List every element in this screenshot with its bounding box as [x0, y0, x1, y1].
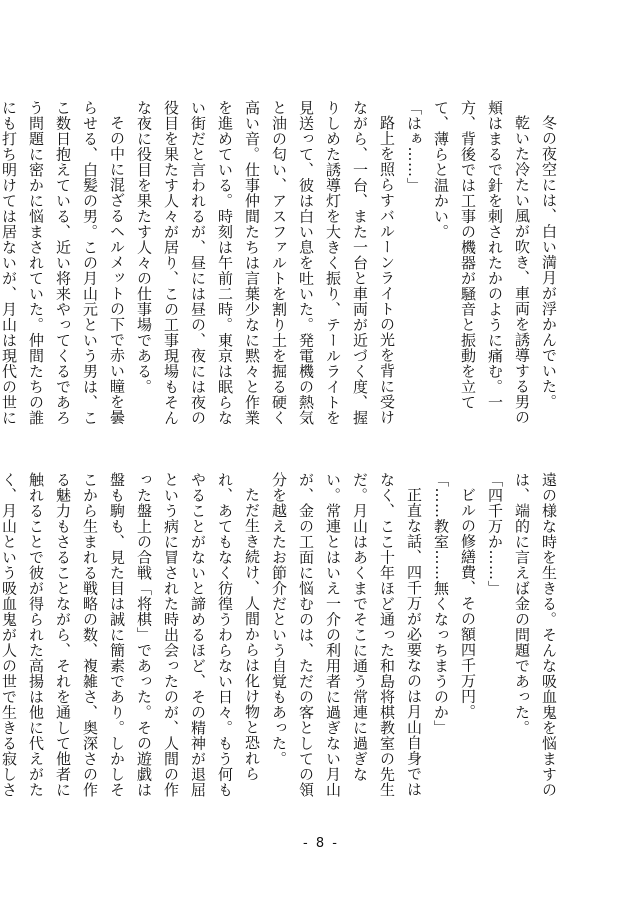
paragraph: 乾いた冷たい風が吹き、車両を誘導する男の頬はまるで針を刺されたかのように痛む。一方、背後では工事の機器が騒音と振動を立てて、薄らと温かい。: [432, 100, 531, 425]
paragraph: ただ生き続け、人間からは化け物と恐れられ、あてもなく彷徨うわらない日々。もう何もやることがないと諦めるほど、その精神が退屈という病に冒された時出会ったのが、人間の作った盤上の合戦「将棋」であった。その遊戯は盤も駒も、見た目は誠に簡素であり。しかしそこから生まれる戦略の数、複雑さ、奥深さの作る魅力もさることながら、それを通して他者に触れることで彼が得られた高揚は他に代えがたく、月山という吸血鬼が人の世で生きる寂しさ: [0, 472, 261, 798]
dialogue-line: 「……教室……無くなっちまうのか」: [432, 472, 450, 736]
paragraph: 遠の様な時を生きる。そんな吸血鬼を悩ますのは、端的に言えば金の問題であった。: [513, 472, 558, 798]
paragraph: ビルの修繕費、その額四千万円。: [459, 487, 477, 720]
text-block-bottom: [0, 472, 562, 807]
dialogue-line: 「四千万か……」: [486, 472, 504, 596]
paragraph: 正直な話、四千万が必要なのは月山自身ではなく、ここ十年ほど通った和島将棋教室の先生だ。月山はあくまでそこに通う常連に過ぎない。常連とはいえ一介の利用者に過ぎない月山が、金の工面に悩むのは、ただの客としての領分を越えたお節介だという自覚もあった。: [270, 472, 423, 798]
paragraph: 路上を照らすバルーンライトの光を背に受けながら、一台、また一台と車両が近づく度、握りしめた誘導灯を大きく振り、テールライトを見送って、彼は白い息を吐いた。発電機の熱気と油の匂い、アスファルトを割り土を掘る硬く高い音。仕事仲間たちは言葉少なに黙々と作業を進めている。時刻は午前二時。東京は眠らない街だと言われるが、昼には昼の、夜には夜の役目を果たす人々が居り、この工事現場もそんな夜に役目を果たす人々の仕事場である。: [135, 100, 396, 426]
paragraph: 冬の夜空には、白い満月が浮かんでいた。: [540, 115, 558, 410]
dialogue-line: 「はぁ……」: [405, 100, 423, 193]
text-block-top: [0, 100, 562, 435]
paragraph: その中に混ざるヘルメットの下で赤い瞳を曇らせる、白髪の男。この月山元という男は、ここ数日抱えている、近い将来やってくるであろう問題に密かに悩まされていた。仲間たちの誰にも打ち明けては居ないが、月山は現代の世に: [0, 100, 126, 426]
page-number: - 8 -: [303, 836, 339, 851]
